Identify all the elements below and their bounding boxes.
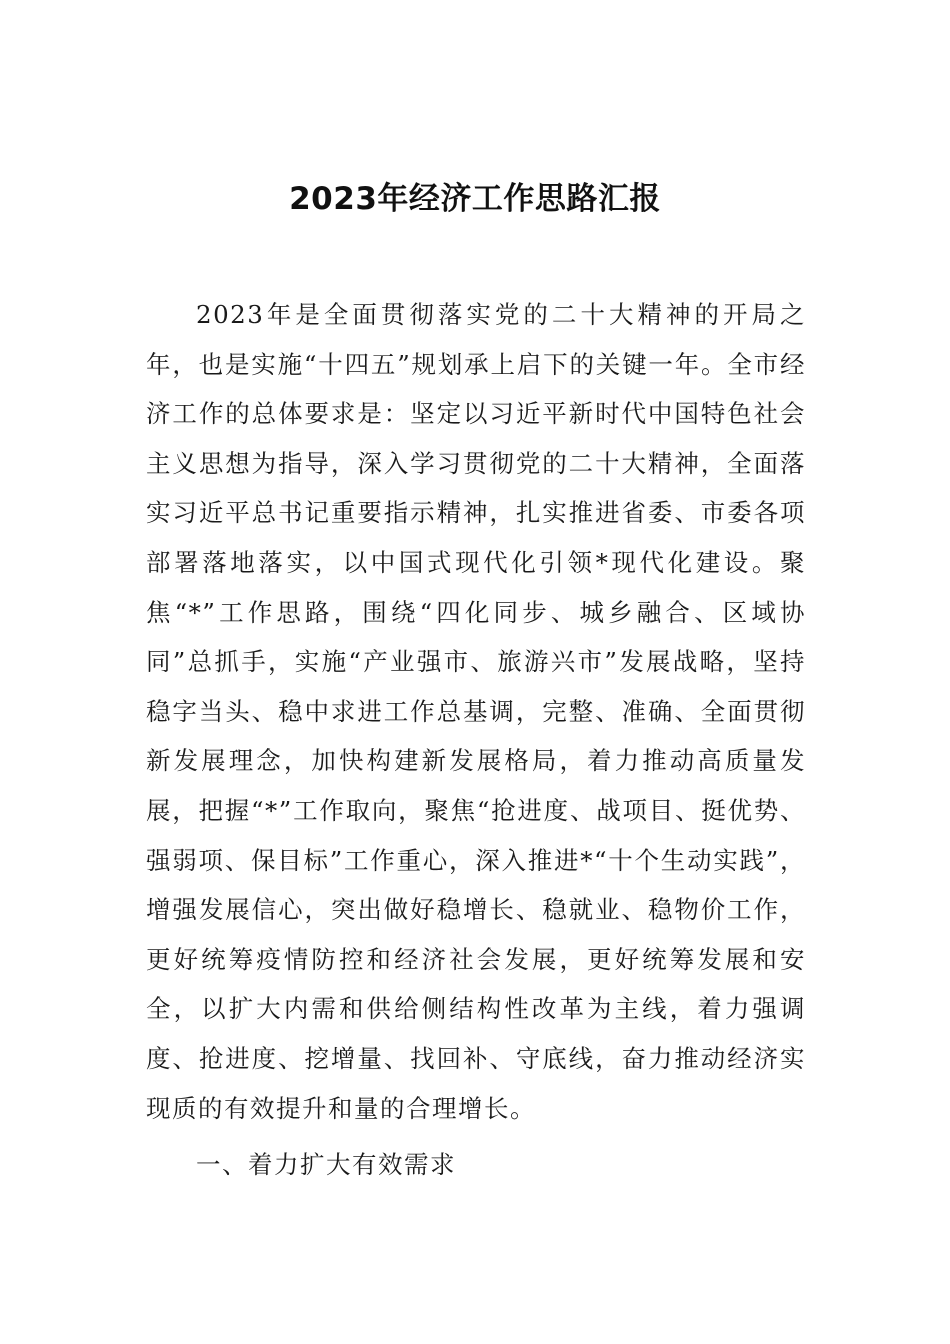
document-title: 2023年经济工作思路汇报 (289, 180, 661, 217)
section-heading: 一、着力扩大有效需求 (196, 1150, 456, 1179)
intro-paragraph: 2023年是全面贯彻落实党的二十大精神的开局之年，也是实施“十四五”规划承上启下的关键一年。全市经济工作的总体要求是：坚定以习近平新时代中国特色社会主义思想为指导，深入学习贯彻党的二十大精神，全面落实习近平总书记重要指示精神，扎实推进省委、市委各项部署落地落实，以中国式现代化引领*现代化建设。聚焦“*”工作思路，围绕“四化同步、城乡融合、区域协同”总抓手，实施“产业强市、旅游兴市”发展战略，坚持稳字当头、稳中求进工作总基调，完整、准确、全面贯彻新发展理念，加快构建新发展格局，着力推动高质量发展，把握“*”工作取向，聚焦“抢进度、战项目、挺优势、强弱项、保目标”工作重心，深入推进*“十个生动实践”，增强发展信心，突出做好稳增长、稳就业、稳物价工作，更好统筹疫情防控和经济社会发展，更好统筹发展和安全，以扩大内需和供给侧结构性改革为主线，着力强调度、抢进度、挖增量、找回补、守底线，奋力推动经济实现质的有效提升和量的合理增长。 (146, 300, 806, 1123)
